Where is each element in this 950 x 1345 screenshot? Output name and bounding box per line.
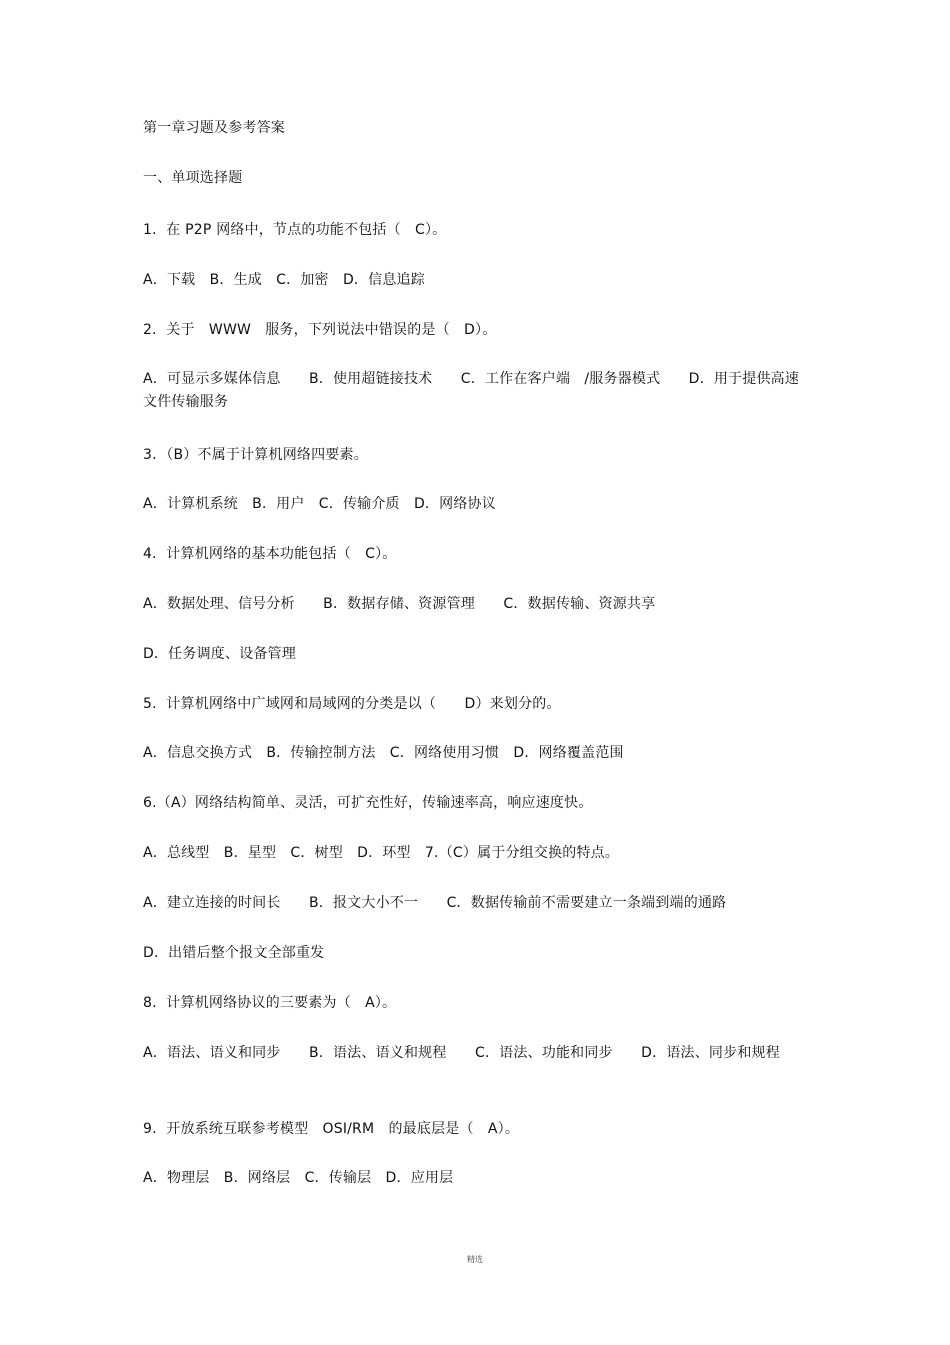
question-4-option-d: D．任务调度、设备管理 <box>143 646 296 662</box>
question-9: 9．开放系统互联参考模型 OSI/RM 的最底层是（ A）。 <box>143 1121 520 1137</box>
question-8-options: A．语法、语义和同步 B．语法、语义和规程 C．语法、功能和同步 D．语法、同步和规程 <box>143 1045 780 1061</box>
question-2-options: A．可显示多媒体信息 B．使用超链接技术 C．工作在客户端 /服务器模式 D．用于提供高速文件传输服务 <box>143 371 800 410</box>
question-2: 2．关于 WWW 服务，下列说法中错误的是（ D）。 <box>143 322 497 338</box>
question-5-options: A．信息交换方式 B．传输控制方法 C．网络使用习惯 D．网络覆盖范围 <box>143 745 624 761</box>
question-1-options: A．下载 B．生成 C．加密 D．信息追踪 <box>143 272 425 288</box>
question-5: 5．计算机网络中广域网和局域网的分类是以（ D）来划分的。 <box>143 696 561 712</box>
question-9-options: A．物理层 B．网络层 C．传输层 D．应用层 <box>143 1170 454 1186</box>
question-3: 3．（B）不属于计算机网络四要素。 <box>143 447 368 463</box>
question-4-options: A．数据处理、信号分析 B．数据存储、资源管理 C．数据传输、资源共享 <box>143 596 656 612</box>
document-title: 第一章习题及参考答案 <box>143 120 285 136</box>
question-6-options: A．总线型 B．星型 C．树型 D．环型 7.（C）属于分组交换的特点。 <box>143 845 620 861</box>
question-7-option-d: D．出错后整个报文全部重发 <box>143 945 325 961</box>
question-8: 8．计算机网络协议的三要素为（ A）。 <box>143 995 397 1011</box>
question-6: 6.（A）网络结构简单、灵活，可扩充性好，传输速率高，响应速度快。 <box>143 795 593 811</box>
page-footer: 精选 <box>467 1255 483 1264</box>
section-heading: 一、单项选择题 <box>143 170 243 186</box>
question-7-options: A．建立连接的时间长 B．报文大小不一 C．数据传输前不需要建立一条端到端的通路 <box>143 895 727 911</box>
question-4: 4．计算机网络的基本功能包括（ C）。 <box>143 546 397 562</box>
question-3-options: A．计算机系统 B．用户 C．传输介质 D．网络协议 <box>143 496 496 512</box>
question-1: 1．在 P2P 网络中，节点的功能不包括（ C）。 <box>143 222 447 238</box>
